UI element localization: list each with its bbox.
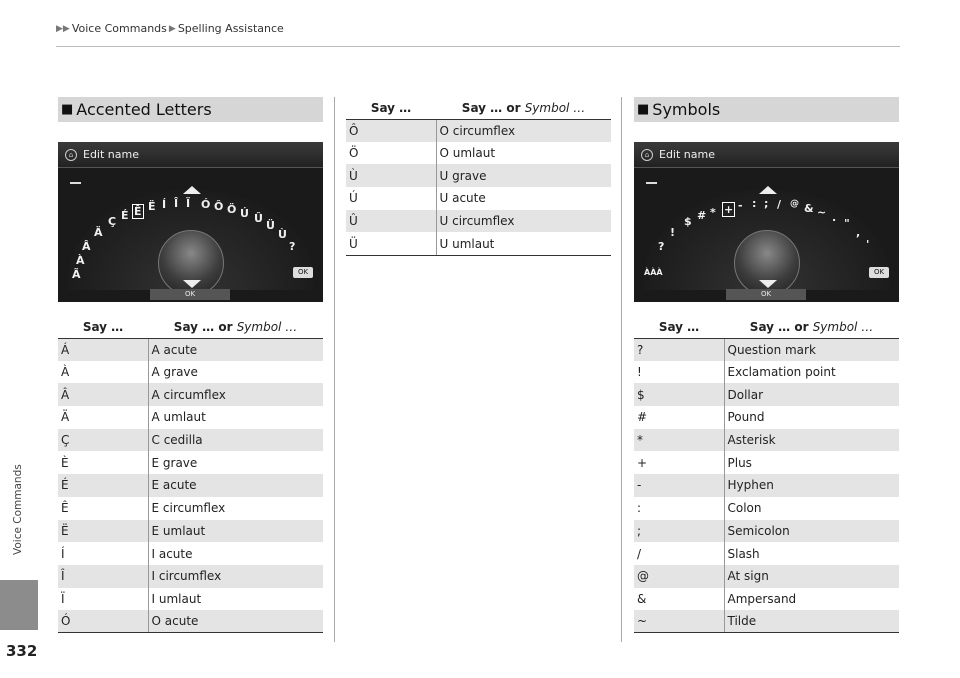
- accented-letters-continued: [346, 97, 611, 256]
- say-symbol-cell: ~: [634, 610, 724, 633]
- say-symbol-cell: Ô: [346, 119, 436, 142]
- arrow-down-icon: [759, 280, 777, 288]
- screen-glyph: ÀÀÀ: [644, 268, 663, 277]
- text-cursor: [646, 182, 657, 184]
- say-word-cell: Ampersand: [727, 591, 797, 606]
- screen-glyph: ": [844, 217, 850, 230]
- say-symbol-cell: Ë: [58, 520, 148, 543]
- say-symbol-cell: @: [634, 565, 724, 588]
- screen-letter: Ú: [240, 207, 249, 220]
- say-word-cell: E grave: [151, 455, 198, 470]
- screen-letter: Â: [82, 240, 91, 253]
- arrow-up-icon: [183, 186, 201, 194]
- accented-letters-table: [58, 316, 323, 633]
- say-word-cell: Asterisk: [724, 429, 899, 452]
- column-divider: [334, 97, 335, 642]
- say-word-cell: A acute: [148, 338, 323, 361]
- table-row: [58, 474, 323, 497]
- section-title: Accented Letters: [76, 100, 212, 119]
- screen-letter: Ç: [108, 215, 117, 228]
- table-header: Say …: [58, 316, 148, 338]
- say-symbol-cell: Â: [58, 383, 148, 406]
- screen-letter: Û: [254, 212, 263, 225]
- say-word-cell: Pound: [727, 410, 765, 425]
- screen-letter: Î: [174, 197, 179, 210]
- say-word-cell: E circumflex: [151, 501, 226, 516]
- screen-glyph: ,: [856, 226, 861, 239]
- breadcrumb-item[interactable]: Spelling Assistance: [177, 22, 284, 35]
- screen-glyph: &: [804, 202, 814, 215]
- square-bullet-icon: ■: [61, 102, 74, 117]
- say-word-cell: Slash: [727, 546, 760, 561]
- table-header: Say …: [346, 97, 436, 119]
- screen-glyph: /: [777, 198, 782, 211]
- side-tab-marker: [0, 580, 38, 630]
- table-row: [346, 119, 611, 142]
- say-symbol-cell: +: [634, 451, 724, 474]
- say-word-cell: Plus: [727, 455, 752, 470]
- table-row: [346, 142, 611, 165]
- say-symbol-cell: Î: [58, 565, 148, 588]
- say-symbol-cell: Á: [58, 338, 148, 361]
- screen-letter: ?: [289, 240, 296, 253]
- header-symbol-text: Symbol …: [236, 319, 298, 334]
- screen-letter: Ë: [148, 200, 156, 213]
- screen-letter-selected: Ê: [134, 205, 142, 218]
- table-row: [58, 565, 323, 588]
- table-row: [58, 610, 323, 633]
- table-row: [58, 520, 323, 543]
- screen-ok-bar[interactable]: OK: [726, 289, 806, 300]
- say-symbol-cell: :: [634, 497, 724, 520]
- breadcrumb-arrow-icon: ▶▶: [56, 23, 70, 34]
- table-row: [634, 610, 899, 633]
- say-word-cell: A grave: [151, 365, 198, 380]
- say-word-cell: I circumflex: [148, 565, 323, 588]
- say-word-cell: Exclamation point: [727, 365, 836, 380]
- table-header: Say …: [634, 316, 724, 338]
- page-number: 332: [6, 642, 38, 660]
- screen-title-bar: [634, 142, 899, 168]
- screen-ok-button[interactable]: OK: [869, 267, 889, 278]
- table-row: [634, 565, 899, 588]
- screen-letter: É: [121, 209, 129, 222]
- table-row: [634, 361, 899, 384]
- table-row: [58, 361, 323, 384]
- say-word-cell: O circumflex: [436, 119, 611, 142]
- header-symbol-text: Symbol …: [812, 319, 874, 334]
- screen-title: Edit name: [83, 147, 139, 161]
- screen-glyph-selected: +: [724, 203, 734, 216]
- say-symbol-cell: ;: [634, 520, 724, 543]
- say-symbol-cell: Ü: [346, 232, 436, 255]
- say-word-cell: E acute: [148, 474, 323, 497]
- screen-glyph: ;: [764, 197, 769, 210]
- screen-glyph: *: [710, 206, 716, 219]
- say-word-cell: I acute: [151, 546, 193, 561]
- say-symbol-cell: Í: [58, 542, 148, 565]
- screen-letter: Ä: [94, 226, 103, 239]
- screen-glyph: ': [866, 238, 870, 251]
- table-row: [346, 210, 611, 233]
- header-text: Say … or: [461, 100, 525, 115]
- symbols-section: [634, 97, 899, 633]
- say-word-cell: U circumflex: [436, 210, 611, 233]
- table-row: [58, 451, 323, 474]
- say-symbol-cell: #: [634, 406, 724, 429]
- screen-ok-bar[interactable]: OK: [150, 289, 230, 300]
- screen-title: Edit name: [659, 147, 715, 161]
- say-symbol-cell: /: [634, 542, 724, 565]
- table-row: [346, 164, 611, 187]
- section-title: Symbols: [652, 100, 721, 119]
- say-symbol-cell: Ç: [58, 429, 148, 452]
- screen-letter: Ù: [278, 228, 287, 241]
- say-word-cell: O umlaut: [439, 146, 496, 161]
- say-symbol-cell: Ä: [58, 406, 148, 429]
- table-row: [634, 429, 899, 452]
- header-divider: [56, 46, 900, 47]
- screen-glyph: $: [684, 215, 692, 228]
- table-row: [58, 542, 323, 565]
- arrow-down-icon: [183, 280, 201, 288]
- say-symbol-cell: !: [634, 361, 724, 384]
- table-header: [436, 97, 611, 119]
- table-row: [634, 474, 899, 497]
- symbols-table: [634, 316, 899, 633]
- screen-letter: Ü: [266, 219, 275, 232]
- breadcrumb-item[interactable]: Voice Commands: [71, 22, 167, 35]
- say-word-cell: Dollar: [724, 383, 899, 406]
- say-symbol-cell: &: [634, 588, 724, 611]
- say-symbol-cell: *: [634, 429, 724, 452]
- say-symbol-cell: $: [634, 383, 724, 406]
- say-word-cell: A circumflex: [148, 383, 323, 406]
- say-symbol-cell: Ê: [58, 497, 148, 520]
- say-word-cell: Semicolon: [724, 520, 899, 543]
- say-word-cell: U umlaut: [436, 232, 611, 255]
- table-row: [58, 588, 323, 611]
- header-text: Say … or: [173, 319, 237, 334]
- home-icon: ⌂: [641, 149, 653, 161]
- breadcrumb-arrow-icon: ▶: [168, 23, 176, 34]
- screen-letter: Ï: [186, 197, 191, 210]
- edit-name-screen: [634, 142, 899, 302]
- say-symbol-cell: ?: [634, 338, 724, 361]
- screen-glyph: ~: [817, 206, 827, 219]
- screen-glyph: #: [697, 209, 707, 222]
- home-icon: ⌂: [65, 149, 77, 161]
- table-row: [634, 497, 899, 520]
- say-symbol-cell: -: [634, 474, 724, 497]
- table-row: [634, 588, 899, 611]
- say-word-cell: I umlaut: [151, 591, 202, 606]
- say-symbol-cell: Ö: [346, 142, 436, 165]
- say-symbol-cell: É: [58, 474, 148, 497]
- header-symbol-text: Symbol …: [524, 100, 586, 115]
- table-row: [634, 338, 899, 361]
- screen-ok-button[interactable]: OK: [293, 267, 313, 278]
- table-header: [724, 316, 899, 338]
- table-row: [58, 406, 323, 429]
- screen-letter: Í: [162, 198, 167, 211]
- edit-name-screen: [58, 142, 323, 302]
- say-word-cell: U acute: [439, 191, 486, 206]
- table-row: [58, 497, 323, 520]
- say-symbol-cell: Ó: [58, 610, 148, 633]
- section-heading: [58, 97, 323, 122]
- accented-letters-table-continued: [346, 97, 611, 256]
- arrow-up-icon: [759, 186, 777, 194]
- screen-glyph: :: [752, 197, 757, 210]
- say-symbol-cell: Ï: [58, 588, 148, 611]
- say-symbol-cell: Ú: [346, 187, 436, 210]
- table-header: [148, 316, 323, 338]
- say-word-cell: At sign: [724, 565, 899, 588]
- table-row: [634, 383, 899, 406]
- table-row: [634, 520, 899, 543]
- say-symbol-cell: À: [58, 361, 148, 384]
- side-tab: [0, 0, 38, 678]
- say-word-cell: Colon: [727, 501, 762, 516]
- table-row: [58, 383, 323, 406]
- table-row: [634, 406, 899, 429]
- accented-letters-section: [58, 97, 323, 633]
- section-heading: [634, 97, 899, 122]
- table-row: [346, 187, 611, 210]
- say-symbol-cell: Ù: [346, 164, 436, 187]
- table-row: [346, 232, 611, 255]
- screen-glyph: -: [738, 199, 743, 212]
- screen-glyph: ?: [658, 240, 665, 253]
- column-divider: [621, 97, 622, 642]
- table-row: [634, 542, 899, 565]
- square-bullet-icon: ■: [637, 102, 650, 117]
- say-word-cell: Tilde: [724, 610, 899, 633]
- screen-letter: Ó: [201, 198, 211, 211]
- screen-title-bar: [58, 142, 323, 168]
- say-word-cell: Question mark: [724, 338, 899, 361]
- say-word-cell: U grave: [436, 164, 611, 187]
- say-word-cell: Hyphen: [724, 474, 899, 497]
- table-row: [634, 451, 899, 474]
- screen-glyph: .: [832, 211, 837, 224]
- say-word-cell: C cedilla: [148, 429, 323, 452]
- say-symbol-cell: È: [58, 451, 148, 474]
- say-word-cell: E umlaut: [148, 520, 323, 543]
- say-word-cell: O acute: [148, 610, 323, 633]
- screen-glyph: @: [790, 199, 799, 209]
- text-cursor: [70, 182, 81, 184]
- table-row: [58, 338, 323, 361]
- screen-letter: À: [76, 254, 85, 267]
- breadcrumb: [56, 22, 284, 35]
- header-text: Say … or: [749, 319, 813, 334]
- screen-letter: Ã: [72, 268, 81, 281]
- screen-letter: Ô: [214, 200, 224, 213]
- say-symbol-cell: Û: [346, 210, 436, 233]
- screen-glyph: !: [670, 226, 676, 239]
- screen-letter: Ö: [227, 203, 237, 216]
- table-row: [58, 429, 323, 452]
- side-section-label: Voice Commands: [12, 464, 24, 556]
- say-word-cell: A umlaut: [151, 410, 206, 425]
